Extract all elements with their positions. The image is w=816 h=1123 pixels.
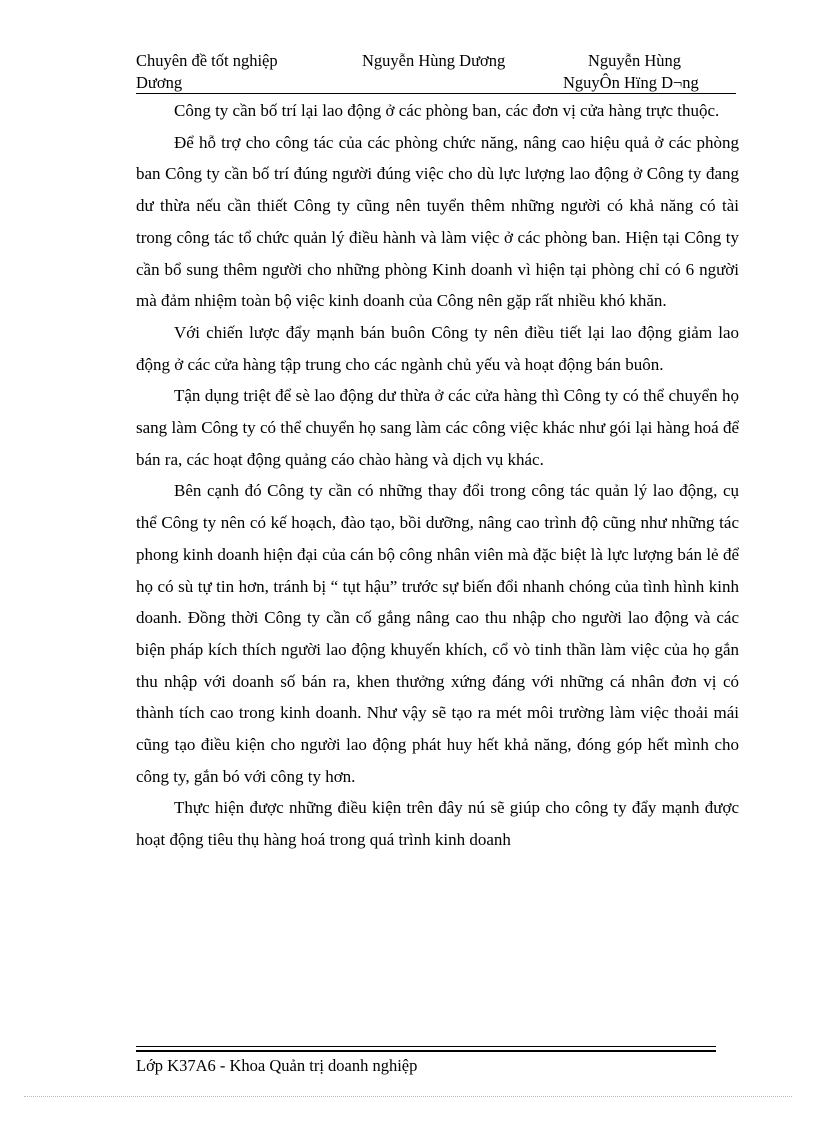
document-body	[136, 95, 739, 856]
paragraph: Để hỗ trợ cho công tác của các phòng chức năng, nâng cao hiệu quả ở các phòng ban Công ty cần bố trí đúng người đúng việc cho dù lực lượng lao động ở Công ty đang dư thừa nếu cần thiết Công ty cũng nên tuyển thêm những người có khả năng có tài trong công tác tổ chức quản lý điều hành và làm việc ở các phòng ban. Hiện tại Công ty cần bổ sung thêm người cho những phòng Kinh doanh vì hiện tại phòng chỉ có 6 người mà đảm nhiệm toàn bộ việc kinh doanh của Công nên gặp rất nhiều khó khăn.	[136, 132, 739, 311]
header-center: Nguyễn Hùng Dương	[362, 51, 506, 70]
paragraph: Thực hiện được những điều kiện trên đây nú sẽ giúp cho công ty đẩy mạnh được hoạt động tiêu thụ hàng hoá trong quá trình kinh doanh	[136, 798, 739, 850]
paragraph: Tận dụng triệt để sè lao động dư thừa ở các cửa hàng thì Công ty có thể chuyển họ sang làm Công ty có thể chuyển họ sang làm các công việc khác như gói lại hàng hoá để bán ra, các hoạt động quảng cáo chào hàng và dịch vụ khác.	[136, 386, 739, 469]
footer-divider-thin	[136, 1046, 716, 1047]
header-divider	[136, 93, 736, 94]
footer-divider-thick	[136, 1050, 716, 1052]
page-header	[136, 50, 736, 96]
header-left-line1: Chuyên đề tốt nghiệp	[136, 51, 278, 70]
paragraph: Công ty cần bố trí lại lao động ở các phòng ban, các đơn vị cửa hàng trực thuộc.	[174, 101, 720, 120]
page-footer: Lớp K37A6 - Khoa Quản trị doanh nghiệp	[136, 1056, 418, 1075]
paragraph: Bên cạnh đó Công ty cần có những thay đổi trong công tác quản lý lao động, cụ thể Công ty nên có kế hoạch, đào tạo, bồi dưỡng, nâng cao trình độ cũng như những tác phong kinh doanh hiện đại của cán bộ công nhân viên mà đặc biệt là lực lượng bán lẻ để họ có sù tự tin hơn, tránh bị “ tụt hậu” trước sự biến đổi nhanh chóng của tình hình kinh doanh. Đồng thời Công ty cần cố gắng nâng cao thu nhập cho người lao động và các biện pháp kích thích người lao động khuyến khích, cổ vò tinh thần làm việc của họ gắn thu nhập với doanh số bán ra, khen thưởng xứng đáng với những cá nhân đơn vị có thành tích cao trong kinh doanh. Như vậy sẽ tạo ra mét môi trường làm việc thoải mái cũng tạo điều kiện cho người lao động phát huy hết khả năng, đóng góp hết mình cho công ty, gắn bó với công ty hơn.	[136, 481, 739, 786]
header-right-line2: NguyÔn Hïng D¬ng	[563, 73, 699, 92]
page-bottom-edge	[24, 1096, 792, 1097]
header-left-line2: Dương	[136, 73, 183, 92]
header-right-line1: Nguyễn Hùng	[588, 51, 682, 70]
paragraph: Với chiến lược đẩy mạnh bán buôn Công ty nên điều tiết lại lao động giảm lao động ở các cửa hàng tập trung cho các ngành chủ yếu và hoạt động bán buôn.	[136, 322, 739, 374]
